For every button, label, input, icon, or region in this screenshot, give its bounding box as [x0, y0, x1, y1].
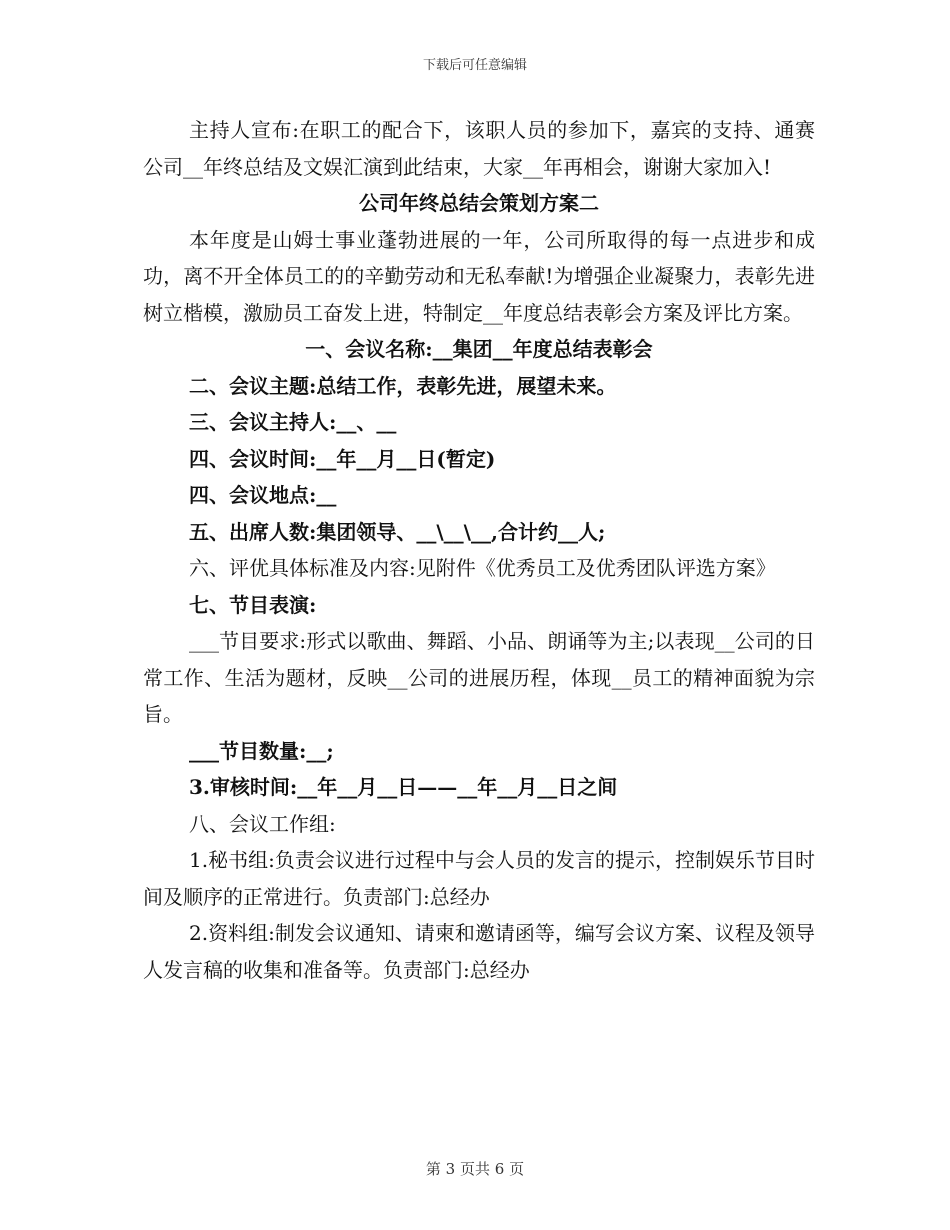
meeting-theme: 二、会议主题:总结工作，表彰先进，展望未来。 — [189, 373, 617, 398]
secretary-group: 1.秘书组:负责会议进行过程中与会人员的发言的提示，控制娱乐节目时间及顺序的正常进行。负责部门:总经办 — [143, 848, 815, 909]
intro-paragraph: 本年度是山姆士事业蓬勃进展的一年，公司所取得的每一点进步和成功，离不开全体员工的的辛勤劳动和无私奉献!为增强企业凝聚力，表彰先进树立楷模，激励员工奋发上进，特制定__年度总结表彰会方案及评比方案。 — [143, 227, 815, 325]
page-footer: 第 3 页共 6 页 — [425, 1160, 525, 1178]
materials-group: 2.资料组:制发会议通知、请柬和邀请函等，编写会议方案、议程及领导人发言稿的收集和准备等。负责部门:总经办 — [143, 921, 815, 982]
meeting-location: 四、会议地点:__ — [189, 483, 337, 507]
section-title: 公司年终总结会策划方案二 — [359, 191, 599, 215]
attendees: 五、出席人数:集团领导、__\__\__,合计约__人; — [189, 519, 606, 544]
meeting-time: 四、会议时间:__年__月__日(暂定) — [189, 446, 496, 471]
meeting-name: 一、会议名称:__集团__年度总结表彰会 — [305, 337, 653, 361]
document-body — [143, 112, 815, 988]
workgroup-heading: 八、会议工作组: — [189, 811, 336, 836]
evaluation-criteria: 六、评优具体标准及内容:见附件《优秀员工及优秀团队评选方案》 — [189, 556, 776, 580]
program-count: ___节目数量:__; — [189, 738, 334, 763]
program-requirements: ___节目要求:形式以歌曲、舞蹈、小品、朗诵等为主;以表现__公司的日常工作、生活为题材，反映__公司的进展历程，体现__员工的精神面貌为宗旨。 — [143, 629, 815, 726]
closing-paragraph: 主持人宣布:在职工的配合下，该职人员的参加下，嘉宾的支持、通赛公司__年终总结及文娱汇演到此结束，大家__年再相会，谢谢大家加入! — [143, 118, 815, 179]
review-time: 3.审核时间:__年__月__日——__年__月__日之间 — [189, 775, 618, 799]
meeting-host: 三、会议主持人:__、__ — [189, 410, 397, 434]
program-heading: 七、节目表演: — [189, 592, 317, 617]
page-header: 下载后可任意编辑 — [422, 58, 527, 73]
